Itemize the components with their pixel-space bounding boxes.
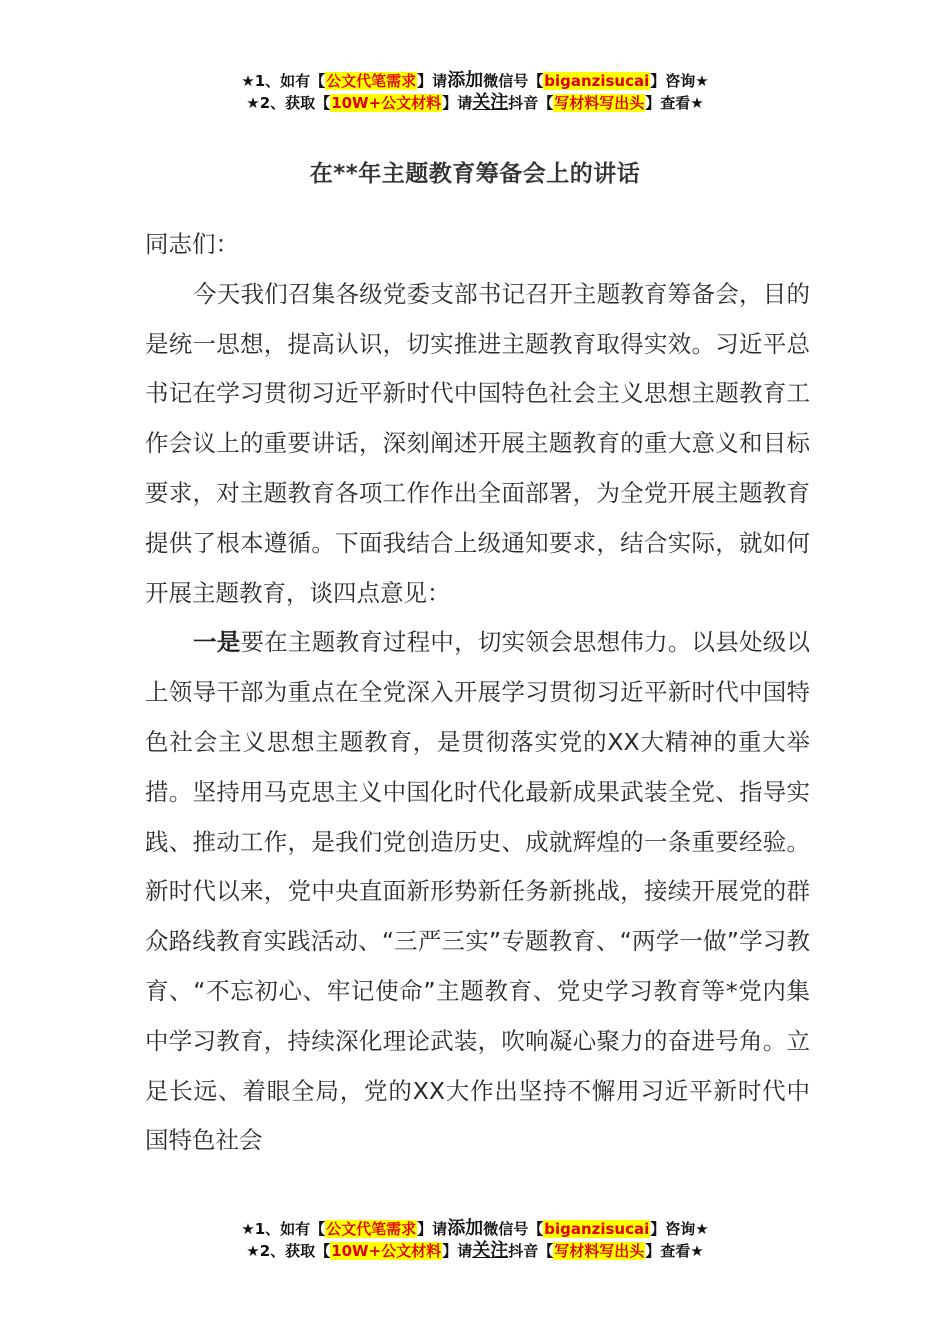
banner-text: ★2、获取【	[246, 94, 331, 112]
emphasis-text: 关注	[472, 92, 509, 113]
banner-text: 】查看★	[645, 1242, 704, 1260]
banner-text: 】请	[442, 94, 473, 112]
emphasis-text: 关注	[472, 1240, 509, 1261]
highlight-text: 10W+公文材料	[331, 94, 442, 112]
paragraph-2-text: 要在主题教育过程中，切实领会思想伟力。以县处级以上领导干部为重点在全党深入开展学习贯彻习近平新时代中国特色社会主义思想主题教育，是贯彻落实党的XX大精神的重大举措。坚持用马克思主义中国化时代化最新成果武装全党、指导实践、推动工作，是我们党创造历史、成就辉煌的一条重要经验。新时代以来，党中央直面新形势新任务新挑战，接续开展党的群众路线教育实践活动、“三严三实”专题教育、“两学一做”学习教育、“不忘初心、牢记使命”主题教育、党史学习教育等*党内集中学习教育，持续深化理论武装，吹响凝心聚力的奋进号角。立足长远、着眼全局，党的XX大作出坚持不懈用习近平新时代中国特色社会	[145, 628, 811, 1155]
wechat-id-highlight: biganzisucai	[544, 72, 650, 90]
paragraph-2	[145, 618, 810, 1166]
banner-text: 抖音【	[508, 1242, 554, 1260]
highlight-text: 公文代笔需求	[326, 72, 417, 90]
banner-text: ★2、获取【	[246, 1242, 331, 1260]
highlight-text: 10W+公文材料	[331, 1242, 442, 1260]
footer-banner	[0, 1218, 950, 1262]
banner-line-2	[0, 1240, 950, 1262]
salutation: 同志们：	[145, 230, 239, 258]
banner-text: 】请	[442, 1242, 473, 1260]
banner-text: 】查看★	[645, 94, 704, 112]
emphasis-text: 添加	[447, 70, 484, 91]
banner-text: 微信号【	[483, 72, 544, 90]
banner-text: ★1、如有【	[241, 72, 326, 90]
highlight-text: 公文代笔需求	[326, 1220, 417, 1238]
banner-line-1	[0, 70, 950, 92]
header-banner	[0, 70, 950, 114]
paragraph-1: 今天我们召集各级党委支部书记召开主题教育筹备会，目的是统一思想，提高认识，切实推进主题教育取得实效。习近平总书记在学习贯彻习近平新时代中国特色社会主义思想主题教育工作会议上的重要讲话，深刻阐述开展主题教育的重大意义和目标要求，对主题教育各项工作作出全面部署，为全党开展主题教育提供了根本遵循。下面我结合上级通知要求，结合实际，就如何开展主题教育，谈四点意见：	[145, 279, 810, 607]
banner-text: 抖音【	[508, 94, 554, 112]
banner-line-2	[0, 92, 950, 114]
banner-line-1	[0, 1218, 950, 1240]
douyin-id-highlight: 写材料写出头	[554, 1242, 645, 1260]
banner-text: 】咨询★	[650, 1220, 709, 1238]
banner-text: 】请	[417, 1220, 448, 1238]
paragraph-lead: 一是	[193, 628, 241, 657]
wechat-id-highlight: biganzisucai	[544, 1220, 650, 1238]
douyin-id-highlight: 写材料写出头	[554, 94, 645, 112]
banner-text: ★1、如有【	[241, 1220, 326, 1238]
emphasis-text: 添加	[447, 1218, 484, 1239]
banner-text: 】请	[417, 72, 448, 90]
document-body	[145, 220, 810, 1166]
banner-text: 】咨询★	[650, 72, 709, 90]
banner-text: 微信号【	[483, 1220, 544, 1238]
document-title: 在**年主题教育筹备会上的讲话	[309, 161, 641, 187]
